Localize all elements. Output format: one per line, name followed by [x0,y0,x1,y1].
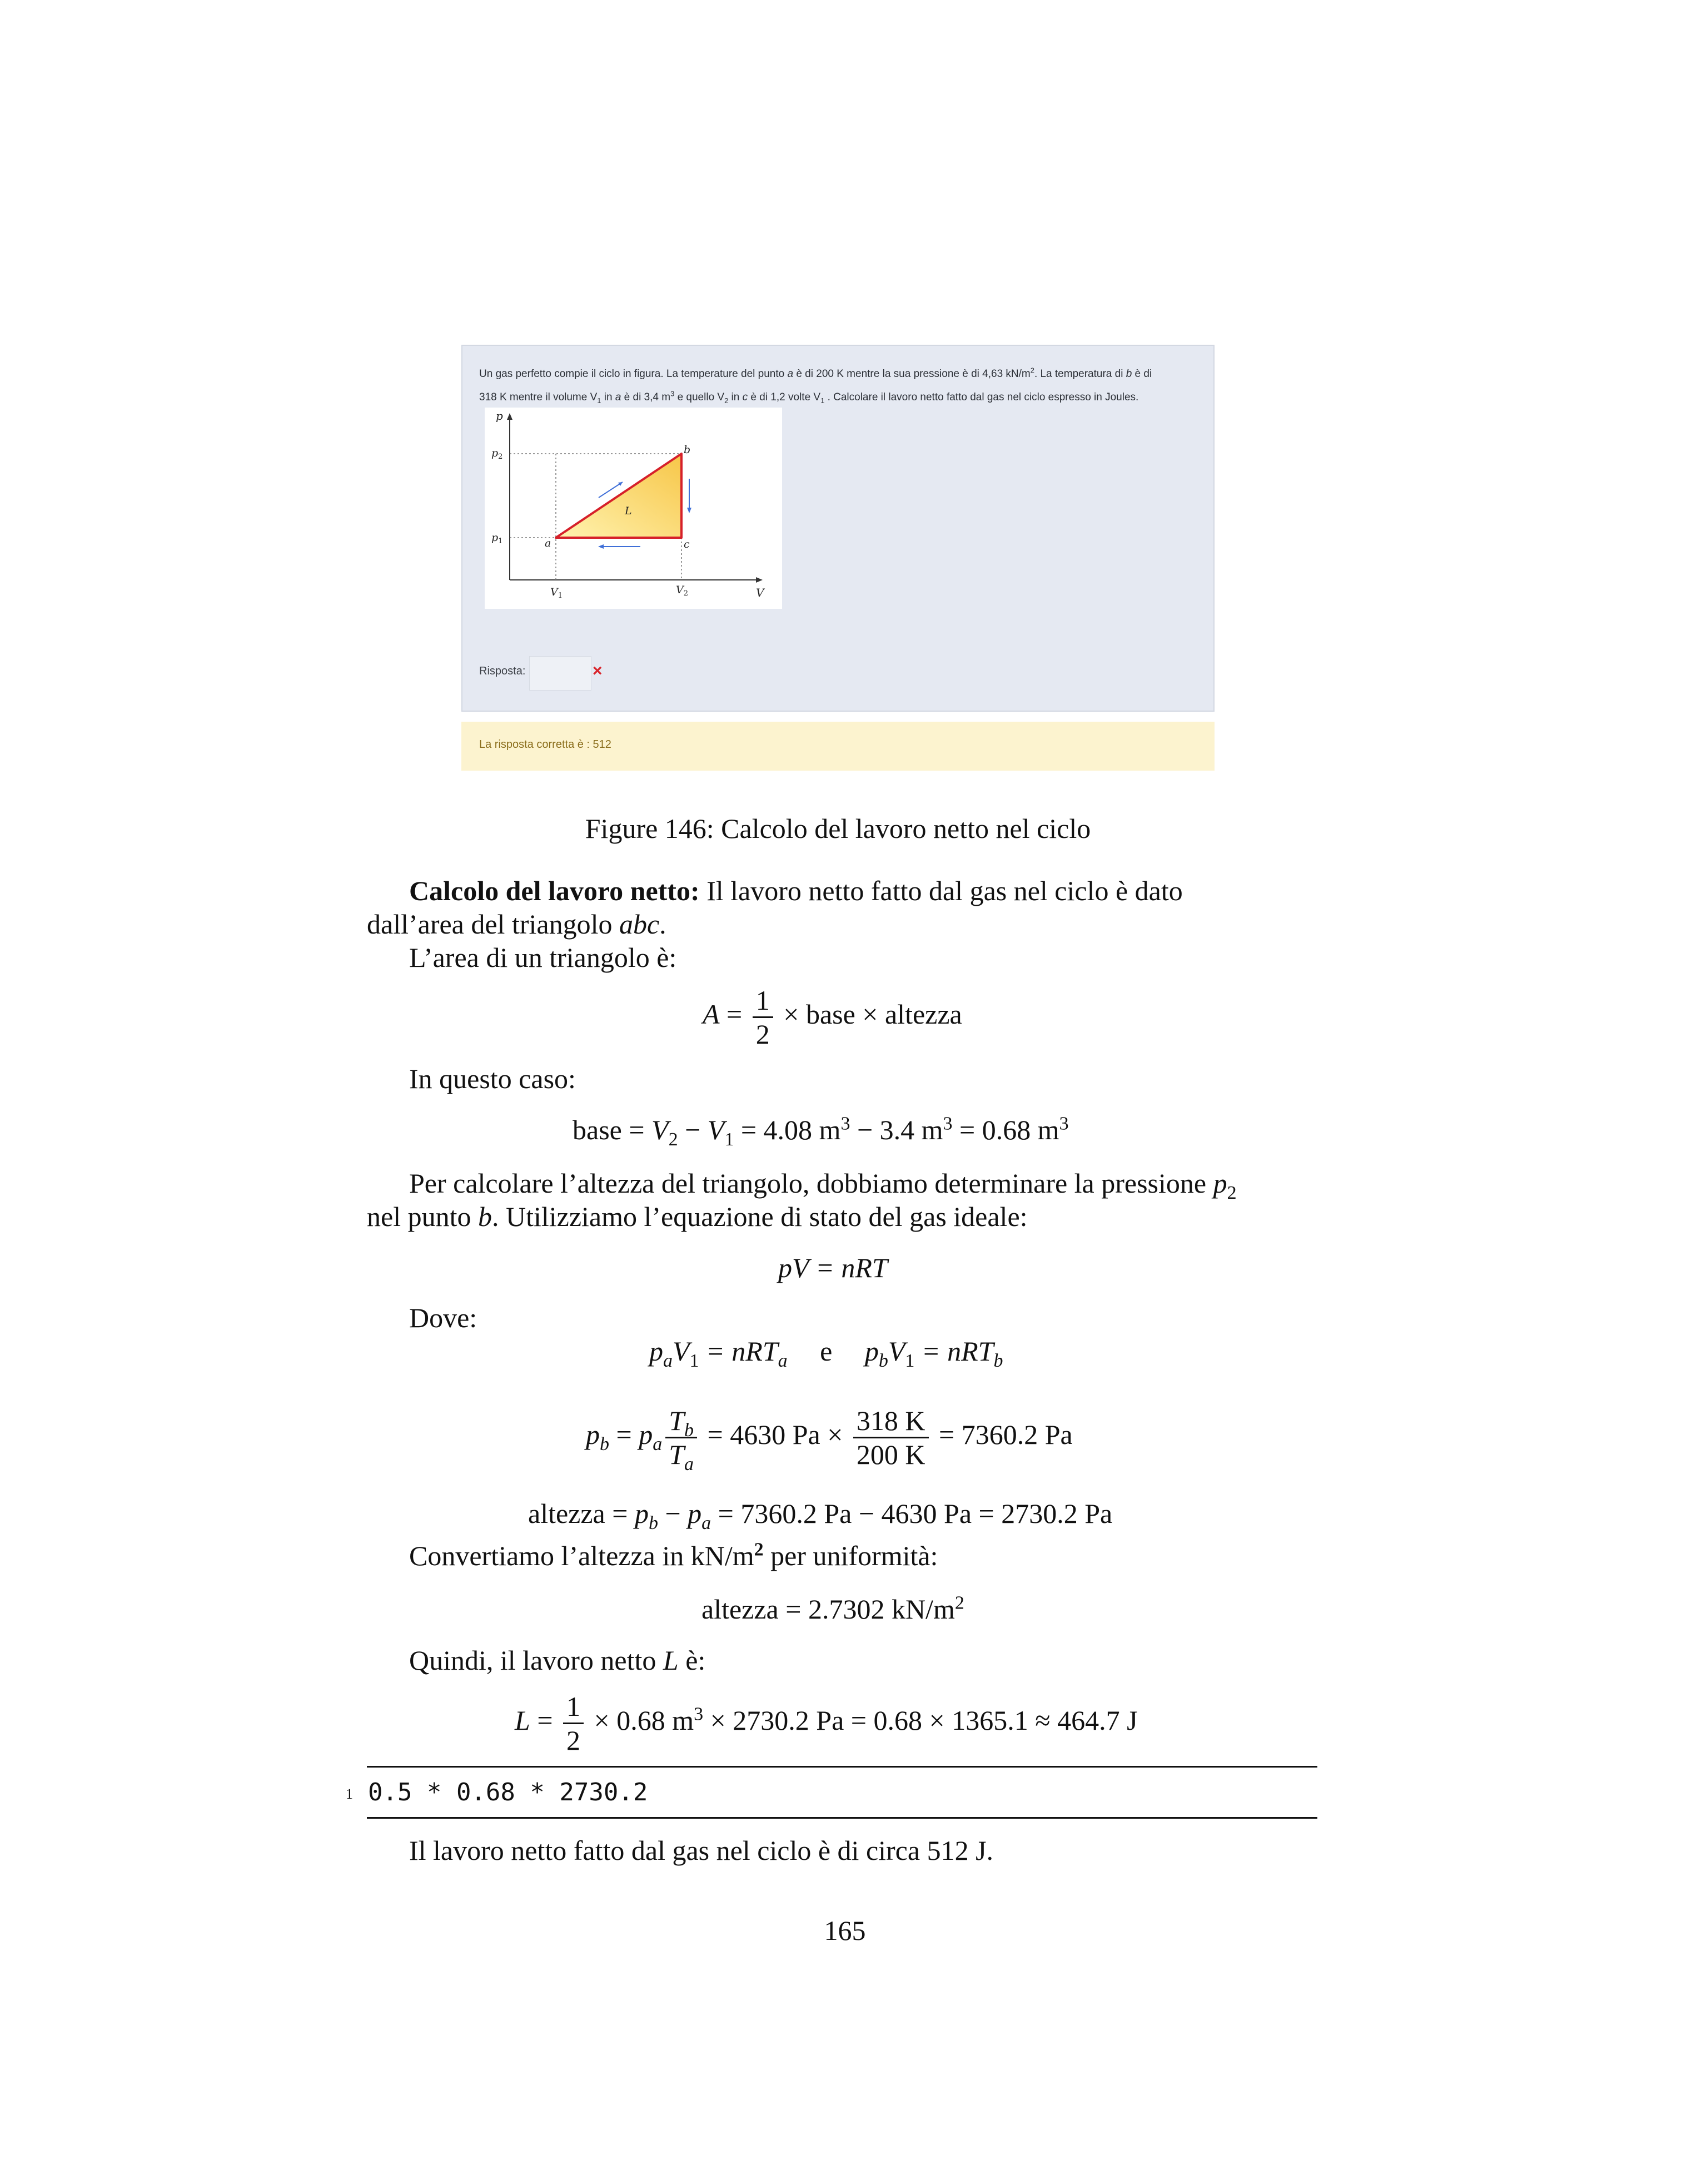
fraction-one-half-2: $\frac{1}{2}$ [563,1690,584,1756]
p2-label: $p_2$ [491,447,503,461]
code-rule-top [367,1766,1317,1768]
paragraph-conclusion: Il lavoro netto fatto dal gas nel ciclo è di circa 512 J. [409,1835,994,1866]
arrow-c-to-a-head [598,544,604,549]
equation-area-formula: A = $\frac{1}{2}$ × base × altezza [703,985,962,1050]
paragraph-height-intro: Per calcolare l’altezza del triangolo, dobbiamo determinare la pressione $p_2$ [409,1168,1237,1203]
p1-label: $p_1$ [491,532,503,545]
cycle-triangle [556,454,681,538]
answer-label: Risposta: [479,665,526,677]
paragraph-net-work-title: Calcolo del lavoro netto: Il lavoro netto fatto dal gas nel ciclo è dato [409,875,1183,906]
question-line-2: 318 K mentre il volume $V_1$ in a è di 3,4 $m^3$ e quello $V_2$ in c è di 1,2 volte $V_1$ . Calcolare il lavoro netto fatto dal gas nel ciclo espresso in Joules. [479,389,1139,405]
paragraph-this-case: In questo caso: [409,1063,576,1094]
paragraph-height-intro-line2: nel punto b. Utilizziamo l’equazione di stato del gas ideale: [367,1201,1028,1232]
figure-caption: Figure 146: Calcolo del lavoro netto nel ciclo [585,813,1091,844]
fraction-tb-ta: $\frac{T_b}{T_a}$ [665,1404,697,1471]
p-axis-arrow [507,413,512,420]
wrong-answer-icon: × [593,662,603,680]
equation-height-pa: altezza = $p_b - p_a = 7360.2$ Pa − 4630 Pa = 2730.2 Pa [528,1498,1113,1533]
v-axis-arrow [756,577,763,583]
point-c-label: c [684,538,690,550]
arrow-b-to-c-head [687,508,691,513]
point-a-label: a [545,537,551,549]
paragraph-triangle-area: L’area di un triangolo è: [409,942,677,973]
fraction-temperatures: $\frac{318 K}{200 K}$ [853,1404,929,1471]
paragraph-therefore: Quindi, il lavoro netto L è: [409,1645,706,1676]
axis-p-label: p [496,409,503,423]
code-line-number: 1 [346,1786,353,1802]
paragraph-convert-height: Convertiamo l’altezza in $kN/m^2$ per uniformità: [409,1539,938,1571]
question-text [479,363,1202,409]
page-number: 165 [824,1915,866,1946]
equation-height-kn: altezza = 2.7302 $kN/m^2$ [701,1592,964,1625]
v2-label: $V_2$ [676,584,689,598]
code-line: 0.5 * 0.68 * 2730.2 [368,1778,648,1806]
correct-answer-feedback: La risposta corretta è : 512 [479,738,611,751]
area-l-label: L [625,505,632,517]
fraction-one-half: $\frac{1}{2}$ [753,984,773,1050]
question-line-1: Un gas perfetto compie il ciclo in figura. La temperature del punto a è di 200 K mentre la sua pressione è di 4,63 $kN/m^2$. La temperatura di b è di [479,366,1152,380]
axis-v-label: V [756,586,764,599]
paragraph-net-work-line2: dall’area del triangolo abc. [367,909,666,940]
pv-diagram [485,408,782,609]
v1-label: $V_1$ [550,586,563,600]
paragraph-where: Dove: [409,1302,477,1333]
pv-diagram-svg [485,408,782,609]
answer-input[interactable] [529,656,591,691]
equation-base: base = $V_2 - V_1 = 4.08$ $m^3 - 3.4$ $m^3 = 0.68$ $m^3$ [573,1113,1069,1150]
equation-net-work: L = $\frac{1}{2}$ × 0.68 $m^3 \times 2730.2$ Pa = 0.68 × 1365.1 ≈ 464.7 J [515,1691,1138,1756]
code-rule-bottom [367,1817,1317,1819]
equation-pressure-b: $p_b = p_a$ $\frac{T_b}{T_a}$ = 4630 Pa × $\frac{318 K}{200 K}$ = 7360.2 Pa [586,1405,1073,1475]
equation-ideal-gas: pV = nRT [778,1252,888,1283]
point-b-label: b [684,444,691,456]
equation-state-a-b: $p_aV_1 = nRT_a$ e $p_bV_1 = nRT_b$ [649,1336,1003,1371]
